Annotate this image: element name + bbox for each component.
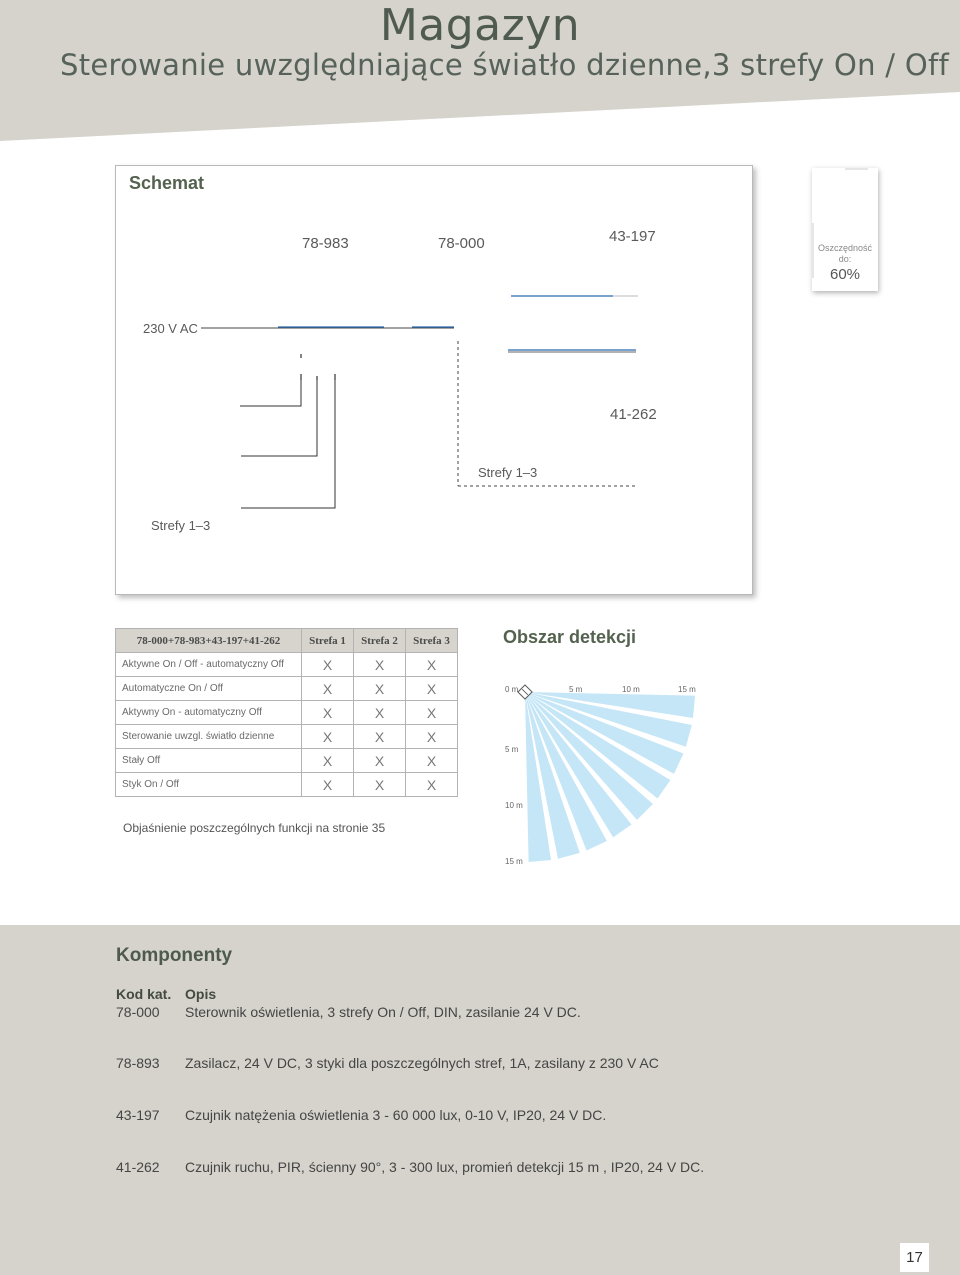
top-label-0: 0 m [505, 685, 519, 694]
component-code: 41-262 [116, 1159, 160, 1175]
top-label-15: 15 m [678, 685, 696, 694]
table-row [116, 701, 458, 725]
table-header-zone-1: Strefa 1 [302, 629, 354, 653]
table-header-zone-2: Strefa 2 [354, 629, 406, 653]
components-col-code: Kod kat. [116, 986, 172, 1002]
component-desc: Zasilacz, 24 V DC, 3 styki dla poszczególnych stref, 1A, zasilany z 230 V AC [185, 1055, 659, 1071]
table-cell-function: Styk On / Off [116, 773, 302, 797]
table-row [116, 773, 458, 797]
table-row [116, 749, 458, 773]
table-cell-mark: X [354, 749, 406, 773]
label-zones-left: Strefy 1–3 [151, 518, 211, 533]
label-78-983: 78-983 [302, 235, 349, 252]
detection-fan [525, 692, 695, 862]
side-label-5: 5 m [505, 745, 519, 754]
table-row [116, 725, 458, 749]
components-col-desc: Opis [185, 986, 217, 1002]
table-cell-mark: X [406, 653, 458, 677]
page-title: Magazyn [379, 0, 581, 51]
table-cell-mark: X [354, 677, 406, 701]
detection-heading: Obszar detekcji [503, 627, 637, 647]
table-cell-function: Automatyczne On / Off [116, 677, 302, 701]
page-subtitle: Sterowanie uwzględniające światło dzienne,3 strefy On / Off [60, 48, 950, 82]
page-number: 17 [900, 1243, 929, 1272]
table-cell-mark: X [406, 677, 458, 701]
table-header-combo: 78-000+78-983+43-197+41-262 [116, 629, 302, 653]
table-cell-mark: X [302, 773, 354, 797]
table-cell-mark: X [406, 773, 458, 797]
table-cell-mark: X [354, 701, 406, 725]
table-cell-mark: X [406, 749, 458, 773]
table-cell-function: Aktywny On - automatyczny Off [116, 701, 302, 725]
detection-diagram [500, 680, 700, 870]
table-cell-function: Sterowanie uwzgl. światło dzienne [116, 725, 302, 749]
component-desc: Czujnik natężenia oświetlenia 3 - 60 000 lux, 0-10 V, IP20, 24 V DC. [185, 1107, 607, 1123]
function-note: Objaśnienie poszczególnych funkcji na stronie 35 [123, 821, 386, 835]
component-desc: Sterownik oświetlenia, 3 strefy On / Off, DIN, zasilanie 24 V DC. [185, 1004, 581, 1020]
label-zones-right: Strefy 1–3 [478, 465, 538, 480]
table-cell-mark: X [302, 653, 354, 677]
side-label-15: 15 m [505, 857, 523, 866]
table-cell-mark: X [302, 701, 354, 725]
top-label-5: 5 m [569, 685, 583, 694]
table-cell-mark: X [406, 725, 458, 749]
table-cell-mark: X [406, 701, 458, 725]
table-cell-mark: X [302, 677, 354, 701]
label-41-262: 41-262 [610, 406, 657, 423]
schematic-heading: Schemat [129, 173, 205, 193]
top-label-10: 10 m [622, 685, 640, 694]
table-cell-mark: X [302, 749, 354, 773]
component-code: 78-000 [116, 1004, 160, 1020]
table-row [116, 653, 458, 677]
component-desc: Czujnik ruchu, PIR, ścienny 90°, 3 - 300 lux, promień detekcji 15 m , IP20, 24 V DC. [185, 1159, 705, 1175]
wiring-diagram [116, 166, 752, 594]
side-label-10: 10 m [505, 801, 523, 810]
components-band [0, 925, 960, 1275]
table-cell-function: Aktywne On / Off - automatyczny Off [116, 653, 302, 677]
label-230v-ac: 230 V AC [143, 321, 198, 336]
component-code: 43-197 [116, 1107, 160, 1123]
table-cell-mark: X [354, 653, 406, 677]
table-row [116, 677, 458, 701]
table-cell-function: Stały Off [116, 749, 302, 773]
schematic-panel [115, 165, 753, 595]
table-cell-mark: X [354, 773, 406, 797]
savings-card [812, 168, 878, 291]
label-43-197: 43-197 [609, 228, 656, 245]
table-cell-mark: X [302, 725, 354, 749]
function-table [115, 628, 458, 797]
label-78-000: 78-000 [438, 235, 485, 252]
savings-value: 60% [829, 266, 861, 283]
components-heading: Komponenty [116, 945, 233, 966]
component-code: 78-893 [116, 1055, 160, 1071]
table-cell-mark: X [354, 725, 406, 749]
table-header-zone-3: Strefa 3 [406, 629, 458, 653]
table-header-row [116, 629, 458, 653]
savings-label: Oszczędność do: [817, 243, 873, 264]
